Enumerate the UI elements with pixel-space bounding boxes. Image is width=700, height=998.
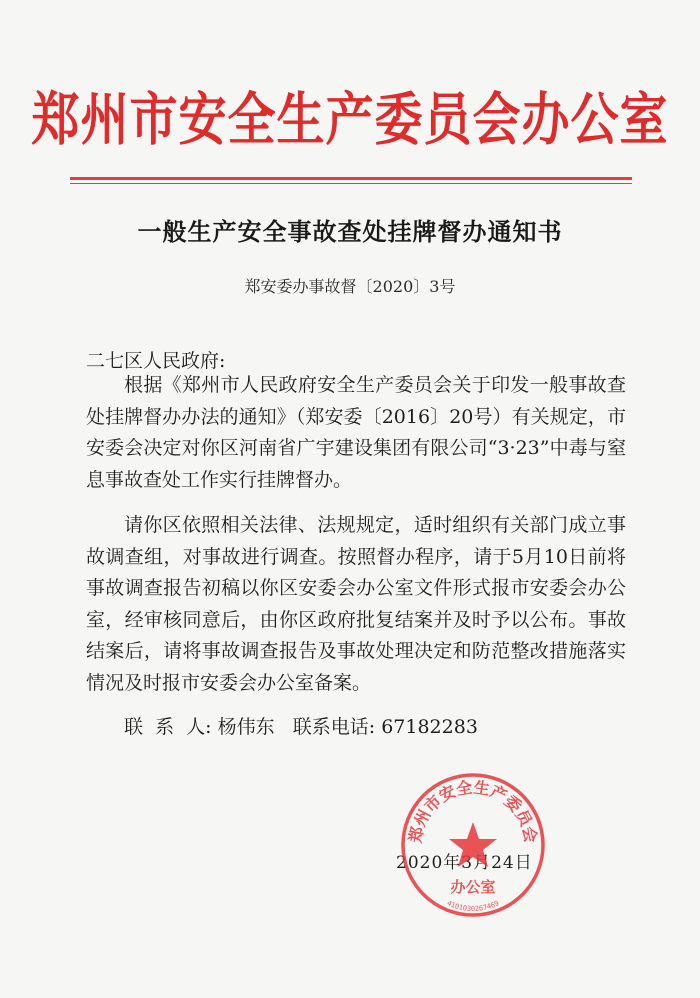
contact-person: 杨伟东	[217, 716, 275, 738]
contact-phone: 67182283	[381, 716, 478, 738]
svg-text:办公室: 办公室	[450, 878, 496, 896]
body-paragraph-1: 根据《郑州市人民政府安全生产委员会关于印发一般事故查处挂牌督办办法的通知》（郑安委〔2016〕20号）有关规定，市安委会决定对你区河南省广宇建设集团有限公司“3·23”中毒与窒息事故查处工作实行挂牌督办。	[86, 374, 626, 491]
contact-person-label: 联 系 人:	[124, 716, 212, 738]
masthead: 郑州市安全生产委员会办公室	[31, 86, 669, 154]
body-paragraph-2: 请你区依照相关法律、法规规定，适时组织有关部门成立事故调查组，对事故进行调查。按照督办程序，请于5月10日前将事故调查报告初稿以你区安委会办公室文件形式报市安委会办公室，经审核同意后，由你区政府批复结案并及时予以公布。事故结案后，请将事故调查报告及事故处理决定和防范整改措施落实情况及时报市安委会办公室备案。	[86, 514, 626, 694]
document-number: 郑安委办事故督〔2020〕3号	[244, 277, 456, 296]
red-rule-thin	[70, 183, 632, 184]
addressee: 二七区人民政府:	[86, 350, 226, 372]
red-rule-thick	[70, 177, 632, 180]
issue-date: 2020年3月24日	[396, 853, 533, 873]
svg-text:4101030267469: 4101030267469	[445, 899, 501, 913]
official-seal-icon	[398, 770, 548, 920]
contact-line	[124, 712, 478, 739]
document-title: 一般生产安全事故查处挂牌督办通知书	[137, 217, 563, 246]
contact-phone-label: 联系电话:	[292, 716, 376, 738]
svg-text:郑州市安全生产委员会: 郑州市安全生产委员会	[405, 777, 541, 845]
